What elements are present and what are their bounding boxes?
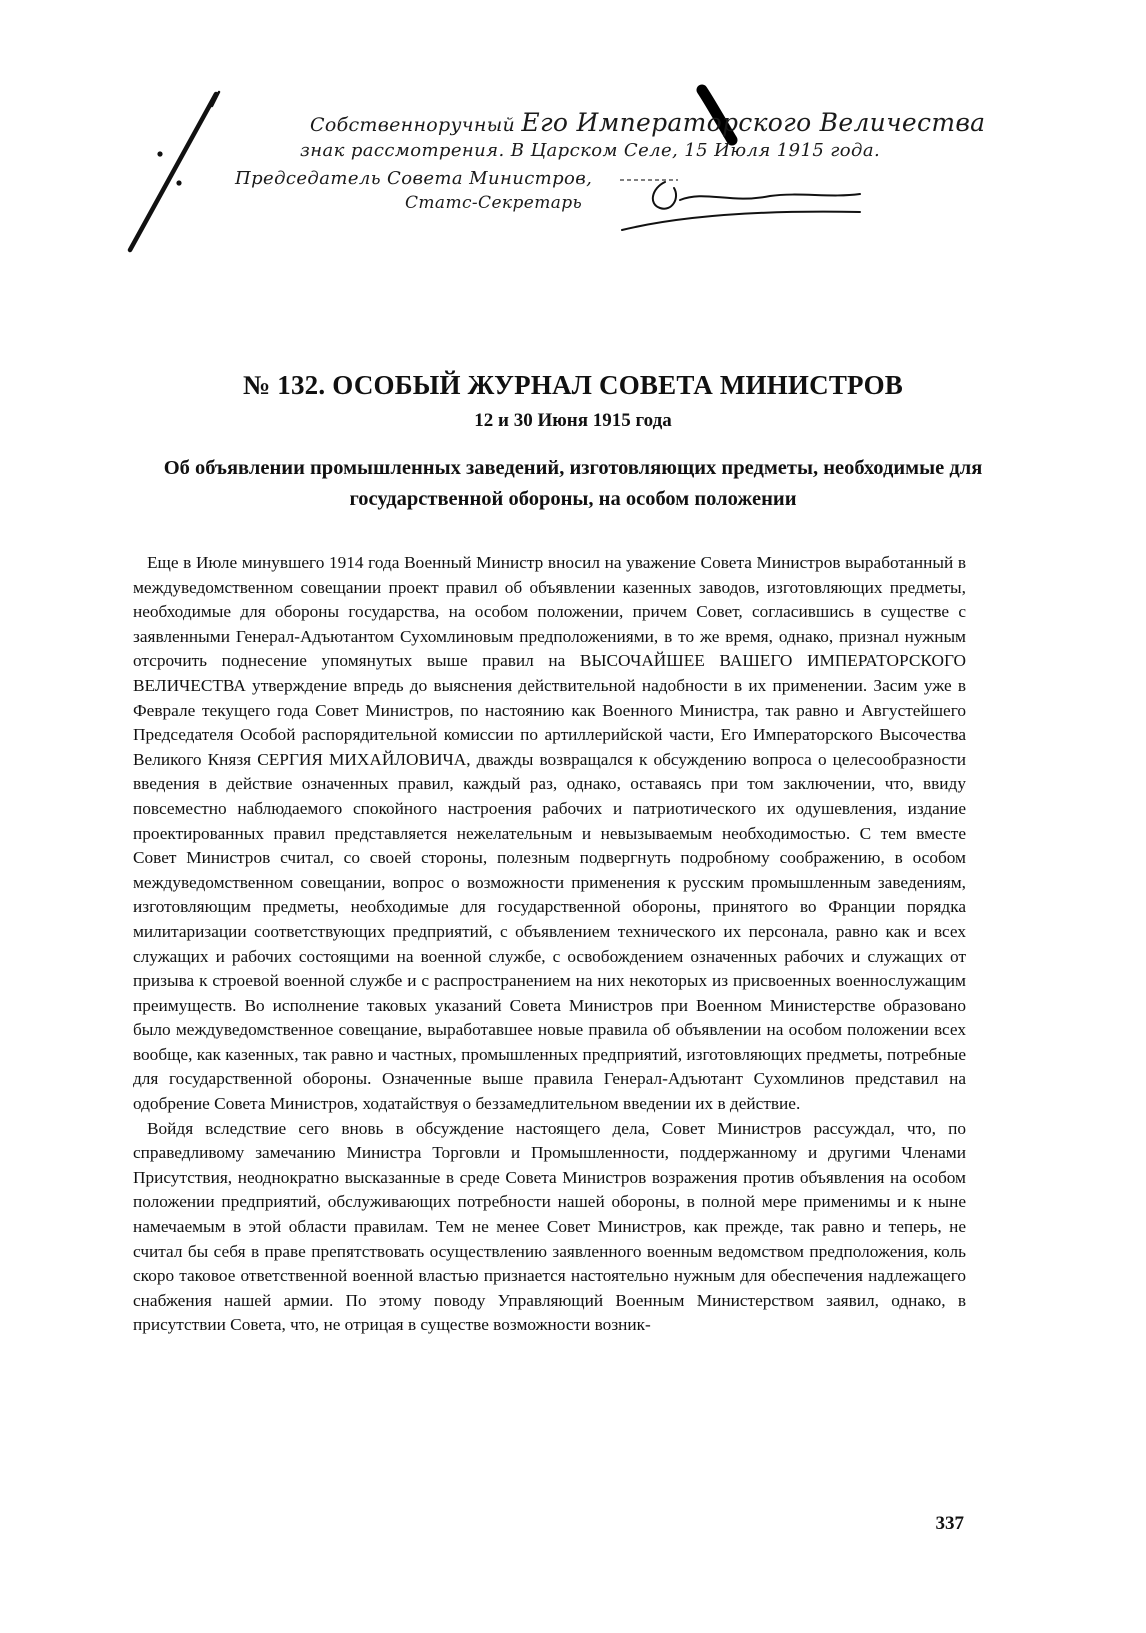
handwritten-resolution [120, 80, 1020, 280]
paragraph: Еще в Июле минувшего 1914 года Военный Министр вносил на уважение Совета Министров выработанный в междуведомственном совещании проект правил об объявлении казенных заводов, изготовляющих предметы, необходимые для обороны государства, на особом положении, причем Совет, согласившись в существе с заявленными Генерал-Адъютантом Сухомлиновым предположениями, в то же время, однако, признал нужным отсрочить поднесение упомянутых выше правил на ВЫСОЧАЙШЕЕ ВАШЕГО ИМПЕРАТОРСКОГО ВЕЛИЧЕСТВА утверждение впредь до выяснения действительной надобности в их применении. Засим уже в Феврале текущего года Совет Министров, по настоянию как Военного Министра, так равно и Августейшего Председателя Особой распорядительной комиссии по артиллерийской части, Его Императорского Высочества Великого Князя СЕРГИЯ МИХАЙЛОВИЧА, дважды возвращался к обсуждению вопроса о целесообразности введения в действие означенных правил, каждый раз, однако, оставаясь при том заключении, что, ввиду повсеместно наблюдаемого спокойного настроения рабочих и патриотического их одушевления, издание проектированных правил представляется нежелательным и невызываемым необходимостью. С тем вместе Совет Министров считал, со своей стороны, полезным подвергнуть подробному соображению, в особом междуведомственном совещании, вопрос о возможности применения к русским промышленным заведениям, изготовляющим предметы, необходимые для государственной обороны, принятого во Франции порядка милитаризации соответствующих предприятий, с объявлением технического их персонала, равно как и всех служащих и рабочих состоящими на военной службе, с освобождением означенных рабочих и служащих от призыва к строевой военной службе и с распространением на них некоторых из присвоенных военнослужащим преимуществ. Во исполнение таковых указаний Совета Министров при Военном Министерстве образовано было междуведомственное совещание, выработавшее новые правила об объявлении на особом положении всех вообще, как казенных, так равно и частных, промышленных предприятий, изготовляющих предметы, потребные для государственной обороны. Означенные выше правила Генерал-Адъютант Сухомлинов представил на одобрение Совета Министров, ходатайствуя о беззамедлительном введении их в действие. [133, 553, 967, 1114]
resolution-line-2: знак рассмотрения. В Царском Селе, 15 Июля 1915 года. [300, 140, 881, 161]
mark-dot-lower [176, 180, 181, 185]
body-text [133, 551, 966, 1338]
resolution-line-3: Председатель Совета Министров, [235, 168, 593, 189]
paragraph: Войдя вследствие сего вновь в обсуждение настоящего дела, Совет Министров рассуждал, что, по справедливому замечанию Министра Торговли и Промышленности, поддержанному и другими Членами Присутствия, неоднократно высказанные в среде Совета Министров возражения против объявления на особом положении предприятий, обслуживающих потребности нашей обороны, в полной мере применимы и к ныне намечаемым в этой области правилам. Тем не менее Совет Министров, как прежде, так равно и теперь, не считал бы себя в праве препятствовать осуществлению заявленного военным ведомством предположения, коль скоро таковое ответственной военной властью признается настоятельно нужным для обеспечения надлежащего снабжения нашей армии. По этому поводу Управляющий Военным Министерством заявил, однако, в присутствии Совета, что, не отрицая в существе возможности возник- [133, 1118, 966, 1335]
document-title: № 132. ОСОБЫЙ ЖУРНАЛ СОВЕТА МИНИСТРОВ [243, 370, 903, 400]
mark-dot-upper [157, 151, 162, 156]
document-date: 12 и 30 Июня 1915 года [474, 410, 672, 431]
document-subject: Об объявлении промышленных заведений, изготовляющих предметы, необходимые для государственной обороны, на особом положении [163, 457, 983, 510]
imperial-slash-mark [130, 94, 216, 250]
page-number: 337 [935, 1513, 964, 1534]
resolution-prefix: Собственноручный [310, 114, 516, 136]
resolution-line-1 [310, 108, 985, 137]
resolution-line-4: Статс-Секретарь [405, 193, 583, 213]
resolution-emphasis: Его Императорского Величества [521, 108, 986, 137]
signature-squiggle [622, 182, 860, 230]
